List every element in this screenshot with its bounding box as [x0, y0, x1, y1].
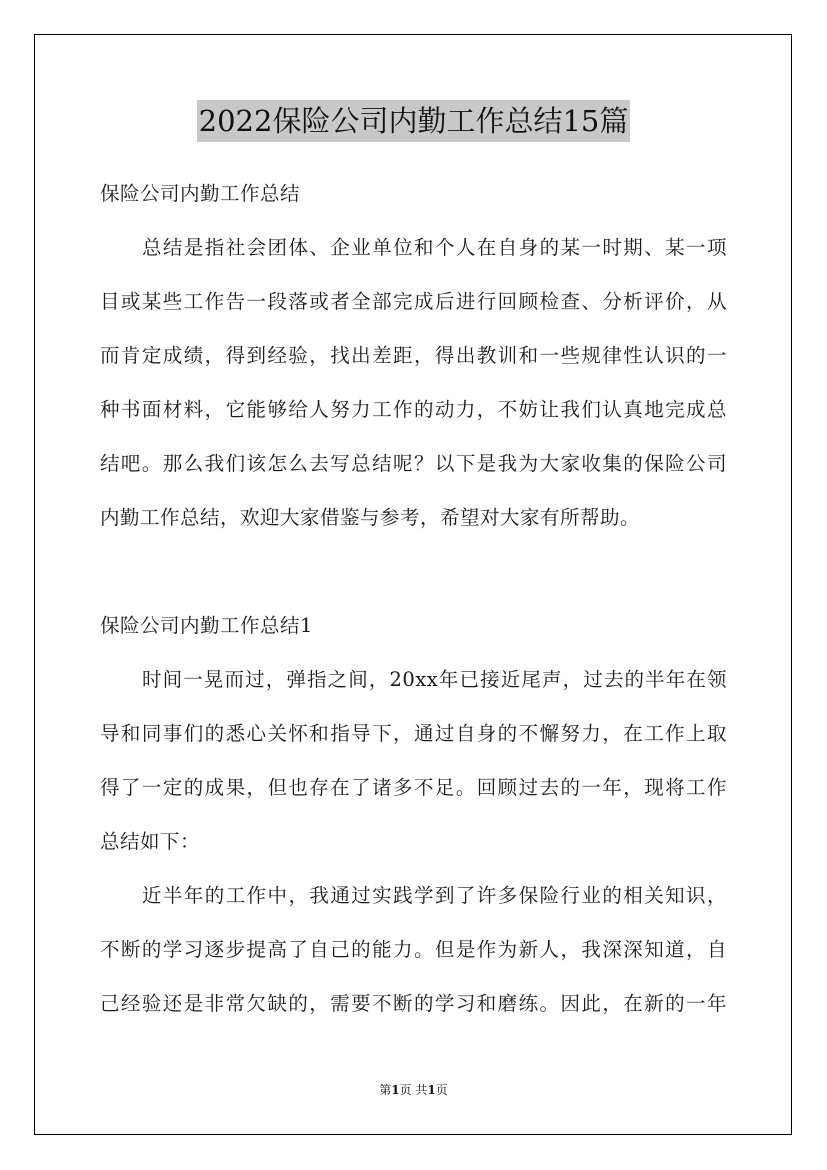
- intro-line: 种书面材料，它能够给人努力工作的动力，不妨让我们认真地完成总: [100, 398, 727, 421]
- subtitle: 保险公司内勤工作总结: [100, 182, 301, 205]
- section-heading: 保险公司内勤工作总结1: [100, 614, 313, 637]
- paragraph-line: 己经验还是非常欠缺的，需要不断的学习和磨练。因此，在新的一年: [100, 992, 727, 1015]
- paragraph-line: 总结如下：: [100, 830, 201, 853]
- footer-suffix: 页: [435, 1083, 448, 1097]
- paragraph-line: 导和同事们的悉心关怀和指导下，通过自身的不懈努力，在工作上取: [100, 722, 727, 745]
- document-title: 2022保险公司内勤工作总结15篇: [197, 100, 631, 142]
- intro-line: 目或某些工作告一段落或者全部完成后进行回顾检查、分析评价，从: [100, 290, 727, 313]
- footer-page-current: 1: [391, 1083, 400, 1097]
- intro-line: 总结是指社会团体、企业单位和个人在自身的某一时期、某一项: [142, 236, 727, 259]
- paragraph-line: 近半年的工作中，我通过实践学到了许多保险行业的相关知识，: [142, 884, 727, 907]
- intro-line: 内勤工作总结，欢迎大家借鉴与参考，希望对大家有所帮助。: [100, 506, 641, 529]
- footer-prefix: 第: [379, 1083, 392, 1097]
- paragraph-line: 时间一晃而过，弹指之间，20xx年已接近尾声，过去的半年在领: [142, 668, 727, 691]
- footer-mid: 页 共: [399, 1083, 428, 1097]
- title-container: [0, 100, 827, 142]
- page-number-footer: [0, 1082, 827, 1098]
- footer-page-total: 1: [427, 1083, 436, 1097]
- paragraph-line: 不断的学习逐步提高了自己的能力。但是作为新人，我深深知道，自: [100, 938, 727, 961]
- paragraph-line: 得了一定的成果，但也存在了诸多不足。回顾过去的一年，现将工作: [100, 776, 727, 799]
- intro-line: 结吧。那么我们该怎么去写总结呢？以下是我为大家收集的保险公司: [100, 452, 727, 475]
- intro-line: 而肯定成绩，得到经验，找出差距，得出教训和一些规律性认识的一: [100, 344, 727, 367]
